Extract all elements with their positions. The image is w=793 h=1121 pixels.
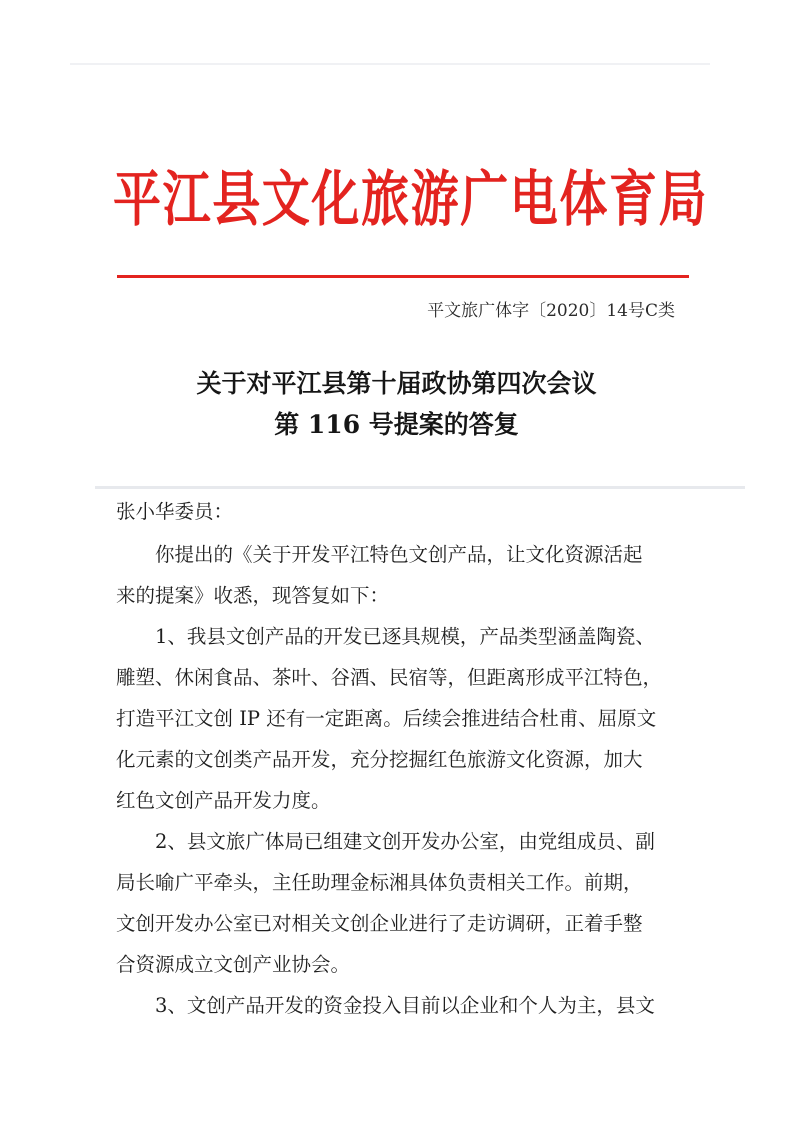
body-line: 局长喻广平牵头，主任助理金标湘具体负责相关工作。前期， [116,871,643,894]
body-line: 红色文创产品开发力度。 [116,789,331,812]
scan-streak-top [70,63,710,65]
salutation: 张小华委员： [116,500,234,523]
body-line: 2、县文旅广体局已组建文创开发办公室，由党组成员、副 [116,830,655,853]
body-line: 来的提案》收悉，现答复如下： [116,584,390,607]
body-line: 化元素的文创类产品开发，充分挖掘红色旅游文化资源，加大 [116,748,643,771]
document-title-line-2: 第 116 号提案的答复 [274,410,519,439]
body-line: 3、文创产品开发的资金投入目前以企业和个人为主，县文 [116,994,655,1017]
letterhead-red-rule [117,275,689,278]
body-line: 打造平江文创 IP 还有一定距离。后续会推进结合杜甫、屈原文 [116,707,657,730]
body-line: 合资源成立文创产业协会。 [116,953,351,976]
body-line: 雕塑、休闲食品、茶叶、谷酒、民宿等，但距离形成平江特色， [116,666,663,689]
document-title-line-1: 关于对平江县第十届政协第四次会议 [196,369,597,398]
scan-streak-middle [95,486,745,489]
document-number: 平文旅广体字〔2020〕14号C类 [427,301,675,321]
body-line: 你提出的《关于开发平江特色文创产品，让文化资源活起 [116,543,643,566]
body-line: 文创开发办公室已对相关文创企业进行了走访调研，正着手整 [116,912,643,935]
body-line: 1、我县文创产品的开发已逐具规模，产品类型涵盖陶瓷、 [116,625,655,648]
letterhead-org-name: 平江县文化旅游广电体育局 [113,165,709,235]
